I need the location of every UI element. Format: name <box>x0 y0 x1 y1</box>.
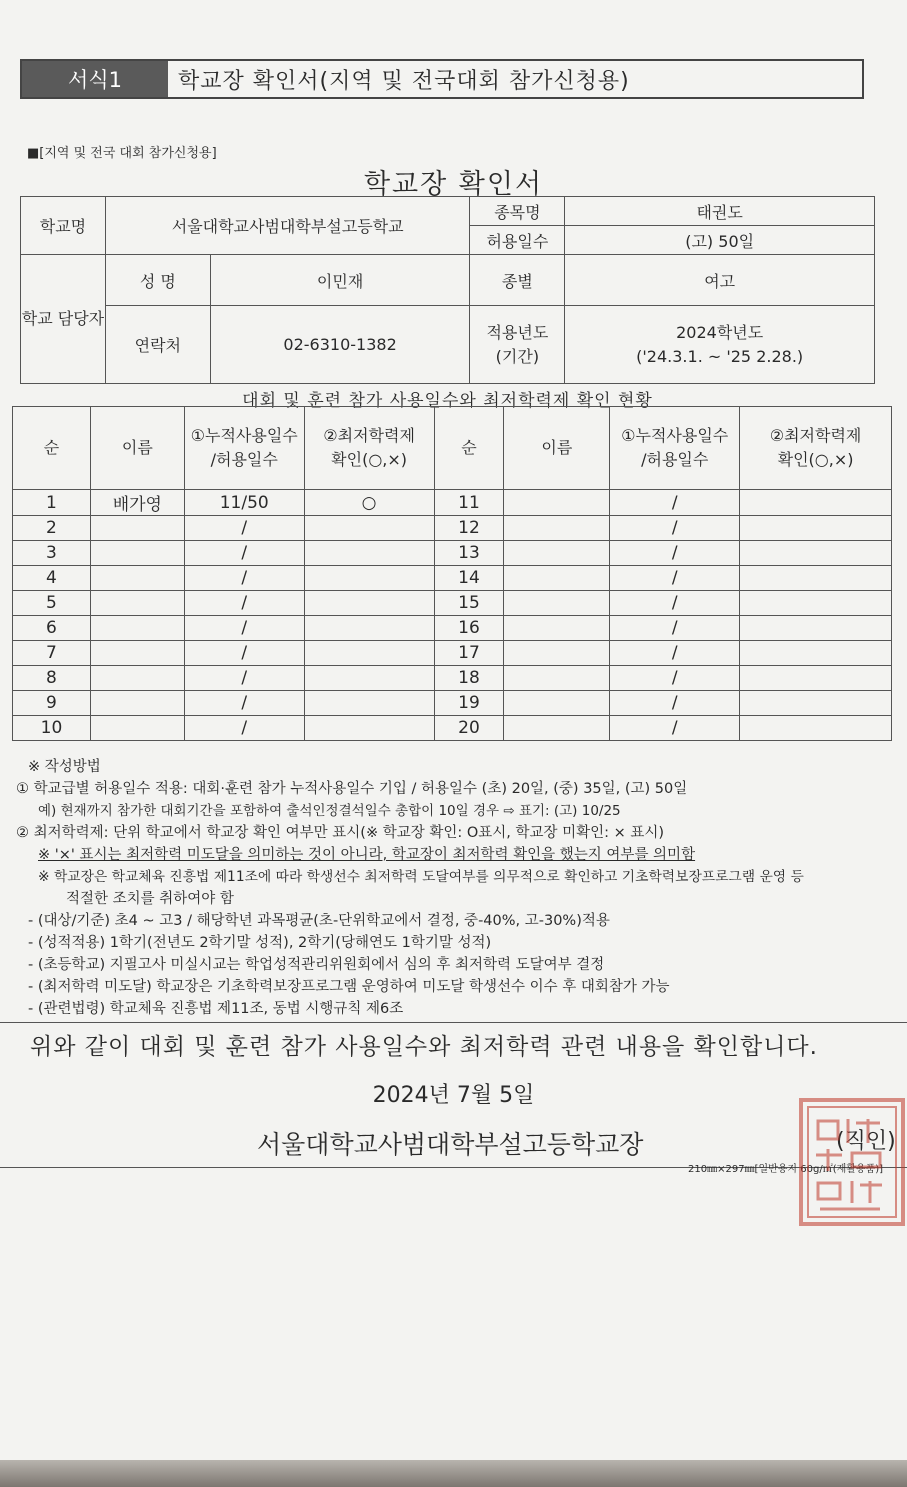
year-label-line1: 적용년도 <box>486 322 549 342</box>
row-days-cell: / <box>184 591 304 616</box>
row-name-cell <box>504 541 610 566</box>
row-name-cell <box>504 516 610 541</box>
col-header-num-2: 순 <box>434 407 504 490</box>
table-row <box>13 666 892 691</box>
paper-size-note: 210㎜×297㎜[일반용지 60g/㎡(재활용품)] <box>688 1164 884 1175</box>
official-seal-stamp <box>798 1097 906 1227</box>
name-value: 이민재 <box>210 255 470 306</box>
row-name-cell <box>90 541 184 566</box>
row-num-cell: 2 <box>13 516 91 541</box>
school-info-table <box>20 196 875 384</box>
row-name-cell <box>504 666 610 691</box>
background-surface <box>0 1460 907 1487</box>
row-check-cell <box>740 716 892 741</box>
row-name-cell <box>90 591 184 616</box>
notes-heading: ※ 작성방법 <box>28 759 101 775</box>
row-num-cell: 10 <box>13 716 91 741</box>
col-header-days-line2: /허용일수 <box>210 450 278 469</box>
participation-grid <box>12 406 892 741</box>
row-name-cell <box>504 591 610 616</box>
row-num-cell: 15 <box>434 591 504 616</box>
row-days-cell: / <box>184 616 304 641</box>
contact-group-text: 학교 담당자 <box>21 308 105 328</box>
row-days-cell: / <box>610 490 740 516</box>
row-check-cell <box>304 591 434 616</box>
form-subheader: ■[지역 및 전국 대회 참가신청용] <box>27 146 217 161</box>
row-num-cell: 16 <box>434 616 504 641</box>
row-name-cell <box>90 691 184 716</box>
detail-4: - (최저학력 미도달) 학교장은 기초학력보장프로그램 운영하여 미도달 학생선수 이수 후 대회참가 가능 <box>28 979 670 995</box>
year-value <box>565 306 875 384</box>
detail-1: - (대상/기준) 초4 ~ 고3 / 해당학년 과목평균(초-단위학교에서 결정, 중-40%, 고-30%)적용 <box>28 913 610 929</box>
contact-group-label <box>21 255 106 384</box>
col-header-days2-line1: ①누적사용일수 <box>621 426 729 445</box>
col-header-name: 이름 <box>90 407 184 490</box>
section-divider <box>0 1022 907 1023</box>
row-num-cell: 20 <box>434 716 504 741</box>
row-check-cell <box>740 591 892 616</box>
row-name-cell <box>504 641 610 666</box>
row-name-cell <box>90 666 184 691</box>
school-name-label: 학교명 <box>21 197 106 255</box>
col-header-min-line1: ②최저학력제 <box>323 426 415 445</box>
row-check-cell <box>740 490 892 516</box>
note-1-example: 예) 현재까지 참가한 대회기간을 포함하여 출석인정결석일수 총합이 10일 경우 ⇨ 표기: (고) 10/25 <box>38 803 621 819</box>
document-title: 학교장 확인서 <box>363 169 544 200</box>
row-check-cell <box>740 616 892 641</box>
row-check-cell <box>304 716 434 741</box>
row-num-cell: 11 <box>434 490 504 516</box>
row-days-cell: / <box>610 616 740 641</box>
row-name-cell <box>504 716 610 741</box>
row-num-cell: 13 <box>434 541 504 566</box>
event-value: 태권도 <box>565 197 875 226</box>
col-header-days2-line2: /허용일수 <box>641 450 709 469</box>
row-check-cell <box>304 566 434 591</box>
row-num-cell: 7 <box>13 641 91 666</box>
row-name-cell <box>504 691 610 716</box>
table-row <box>13 516 892 541</box>
table-row <box>13 616 892 641</box>
form-header-bar <box>20 59 864 99</box>
row-check-cell <box>304 616 434 641</box>
school-name-value: 서울대학교사범대학부설고등학교 <box>105 197 470 255</box>
row-days-cell: / <box>184 691 304 716</box>
row-days-cell: / <box>610 516 740 541</box>
col-header-name-2: 이름 <box>504 407 610 490</box>
table-row <box>13 591 892 616</box>
type-label: 종별 <box>470 255 565 306</box>
col-header-min2-line2: 확인(○,×) <box>777 450 854 469</box>
type-value: 여고 <box>565 255 875 306</box>
year-label-line2: (기간) <box>495 346 540 366</box>
allowed-days-value: (고) 50일 <box>565 226 875 255</box>
row-check-cell: ○ <box>304 490 434 516</box>
row-check-cell <box>740 516 892 541</box>
event-label: 종목명 <box>470 197 565 226</box>
col-header-min-line2: 확인(○,×) <box>331 450 408 469</box>
row-num-cell: 19 <box>434 691 504 716</box>
row-num-cell: 9 <box>13 691 91 716</box>
form-header-title: 학교장 확인서(지역 및 전국대회 참가신청용) <box>178 68 630 94</box>
row-name-cell: 배가영 <box>90 490 184 516</box>
row-num-cell: 12 <box>434 516 504 541</box>
row-check-cell <box>304 641 434 666</box>
grid-header-row <box>13 407 892 490</box>
confirmation-statement: 위와 같이 대회 및 훈련 참가 사용일수와 최저학력 관련 내용을 확인합니다. <box>30 1034 818 1060</box>
table-row <box>13 641 892 666</box>
row-name-cell <box>504 566 610 591</box>
col-header-days-2 <box>610 407 740 490</box>
row-days-cell: / <box>610 541 740 566</box>
row-days-cell: / <box>610 566 740 591</box>
name-label: 성 명 <box>105 255 210 306</box>
row-days-cell: / <box>610 666 740 691</box>
row-name-cell <box>90 641 184 666</box>
row-name-cell <box>90 516 184 541</box>
instructions-section <box>16 756 896 1020</box>
year-value-line2: ('24.3.1. ~ '25 2.28.) <box>636 346 804 366</box>
row-days-cell: / <box>184 716 304 741</box>
table-row <box>13 691 892 716</box>
row-name-cell <box>90 566 184 591</box>
note-1: ① 학교급별 허용일수 적용: 대회·훈련 참가 누적사용일수 기입 / 허용일수 (초) 20일, (중) 35일, (고) 50일 <box>16 781 688 797</box>
row-check-cell <box>740 541 892 566</box>
row-num-cell: 6 <box>13 616 91 641</box>
row-num-cell: 17 <box>434 641 504 666</box>
col-header-min-2 <box>740 407 892 490</box>
row-check-cell <box>740 566 892 591</box>
row-name-cell <box>504 616 610 641</box>
row-num-cell: 14 <box>434 566 504 591</box>
row-days-cell: / <box>184 566 304 591</box>
row-days-cell: / <box>184 541 304 566</box>
col-header-days-line1: ①누적사용일수 <box>190 426 298 445</box>
seal-label: (직인) <box>836 1129 896 1154</box>
col-header-min2-line1: ②최저학력제 <box>769 426 862 445</box>
year-value-line1: 2024학년도 <box>676 322 764 342</box>
row-num-cell: 3 <box>13 541 91 566</box>
table-row <box>13 566 892 591</box>
row-check-cell <box>304 516 434 541</box>
row-name-cell <box>90 716 184 741</box>
note-2-a: ※ '×' 표시는 최저학력 미도달을 의미하는 것이 아니라, 학교장이 최저학력 확인을 했는지 여부를 의미함 <box>38 847 696 863</box>
year-label <box>470 306 565 384</box>
principal-signature-line: 서울대학교사범대학부설고등학교장 <box>257 1130 644 1159</box>
table-row <box>13 716 892 741</box>
form-number-tag: 서식1 <box>22 61 168 97</box>
detail-5: - (관련법령) 학교체육 진흥법 제11조, 동법 시행규칙 제6조 <box>28 1001 404 1017</box>
detail-2: - (성적적용) 1학기(전년도 2학기말 성적), 2학기(당해연도 1학기말 성적) <box>28 935 492 951</box>
row-days-cell: / <box>184 516 304 541</box>
col-header-days <box>184 407 304 490</box>
row-num-cell: 8 <box>13 666 91 691</box>
row-name-cell <box>90 616 184 641</box>
row-check-cell <box>304 691 434 716</box>
row-days-cell: / <box>184 641 304 666</box>
col-header-min <box>304 407 434 490</box>
detail-3: - (초등학교) 지필고사 미실시교는 학업성적관리위원회에서 심의 후 최저학력 도달여부 결정 <box>28 957 605 973</box>
table-row <box>13 541 892 566</box>
row-check-cell <box>740 666 892 691</box>
row-days-cell: / <box>610 641 740 666</box>
progress-section-title: 대회 및 훈련 참가 사용일수와 최저학력제 확인 현황 <box>242 391 653 411</box>
row-num-cell: 5 <box>13 591 91 616</box>
note-2: ② 최저학력제: 단위 학교에서 학교장 확인 여부만 표시(※ 학교장 확인: O표시, 학교장 미확인: × 표시) <box>16 825 665 841</box>
note-2-b-line2: 적절한 조치를 취하여야 함 <box>66 891 234 907</box>
note-2-b-line1: ※ 학교장은 학교체육 진흥법 제11조에 따라 학생선수 최저학력 도달여부를 의무적으로 확인하고 기초학력보장프로그램 운영 등 <box>38 869 804 885</box>
row-check-cell <box>740 691 892 716</box>
row-days-cell: / <box>610 591 740 616</box>
phone-label: 연락처 <box>105 306 210 384</box>
phone-value: 02-6310-1382 <box>210 306 470 384</box>
row-name-cell <box>504 490 610 516</box>
row-check-cell <box>304 541 434 566</box>
row-days-cell: / <box>610 691 740 716</box>
table-row <box>13 490 892 516</box>
row-num-cell: 4 <box>13 566 91 591</box>
row-days-cell: 11/50 <box>184 490 304 516</box>
col-header-num: 순 <box>13 407 91 490</box>
row-days-cell: / <box>184 666 304 691</box>
row-check-cell <box>740 641 892 666</box>
issue-date: 2024년 7월 5일 <box>372 1083 535 1108</box>
row-num-cell: 18 <box>434 666 504 691</box>
row-check-cell <box>304 666 434 691</box>
allowed-days-label: 허용일수 <box>470 226 565 255</box>
row-num-cell: 1 <box>13 490 91 516</box>
row-days-cell: / <box>610 716 740 741</box>
